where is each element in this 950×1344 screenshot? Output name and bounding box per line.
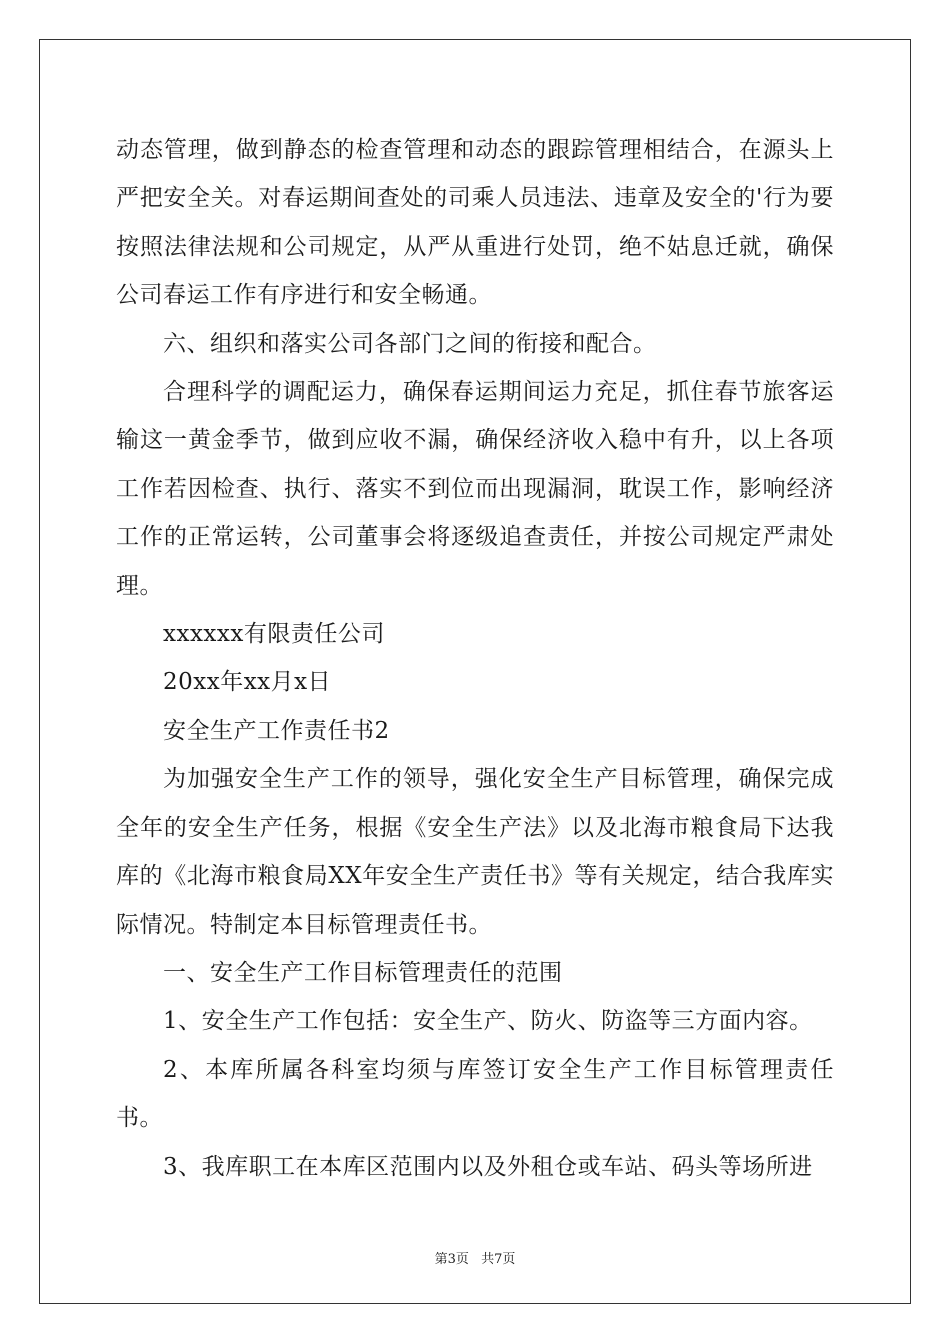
paragraph-3: 合理科学的调配运力，确保春运期间运力充足，抓住春节旅客运输这一黄金季节，做到应收不漏，确保经济收入稳中有升，以上各项工作若因检查、执行、落实不到位而出现漏洞，耽误工作，影响经济工作的正常运转，公司董事会将逐级追查责任，并按公司规定严肃处理。 <box>116 379 834 599</box>
paragraph-2: 六、组织和落实公司各部门之间的衔接和配合。 <box>163 330 657 357</box>
company-signature: xxxxxx有限责任公司 <box>163 621 385 648</box>
list-item-2: 2、本库所属各科室均须与库签订安全生产工作目标管理责任书。 <box>116 1056 834 1132</box>
paragraph-7: 为加强安全生产工作的领导，强化安全生产目标管理，确保完成全年的安全生产任务，根据《安全生产法》以及北海市粮食局下达我库的《北海市粮食局XX年安全生产责任书》等有关规定，结合我库实际情况。特制定本目标管理责任书。 <box>116 766 834 938</box>
paragraph-1: 动态管理，做到静态的检查管理和动态的跟踪管理相结合，在源头上严把安全关。对春运期间查处的司乘人员违法、违章及安全的'行为要按照法律法规和公司规定，从严从重进行处罚，绝不姑息迁就，确保公司春运工作有序进行和安全畅通。 <box>116 137 834 309</box>
document-body <box>116 126 834 1191</box>
page-footer <box>0 1248 950 1267</box>
heading-scope: 一、安全生产工作目标管理责任的范围 <box>163 959 563 986</box>
page-total: 共7页 <box>481 1252 516 1267</box>
signature-date: 20xx年xx月x日 <box>163 669 332 696</box>
page-number: 第3页 <box>434 1252 469 1267</box>
section-title: 安全生产工作责任书2 <box>163 717 390 744</box>
list-item-1: 1、安全生产工作包括：安全生产、防火、防盗等三方面内容。 <box>163 1008 813 1035</box>
list-item-3: 3、我库职工在本库区范围内以及外租仓或车站、码头等场所进 <box>163 1153 813 1180</box>
